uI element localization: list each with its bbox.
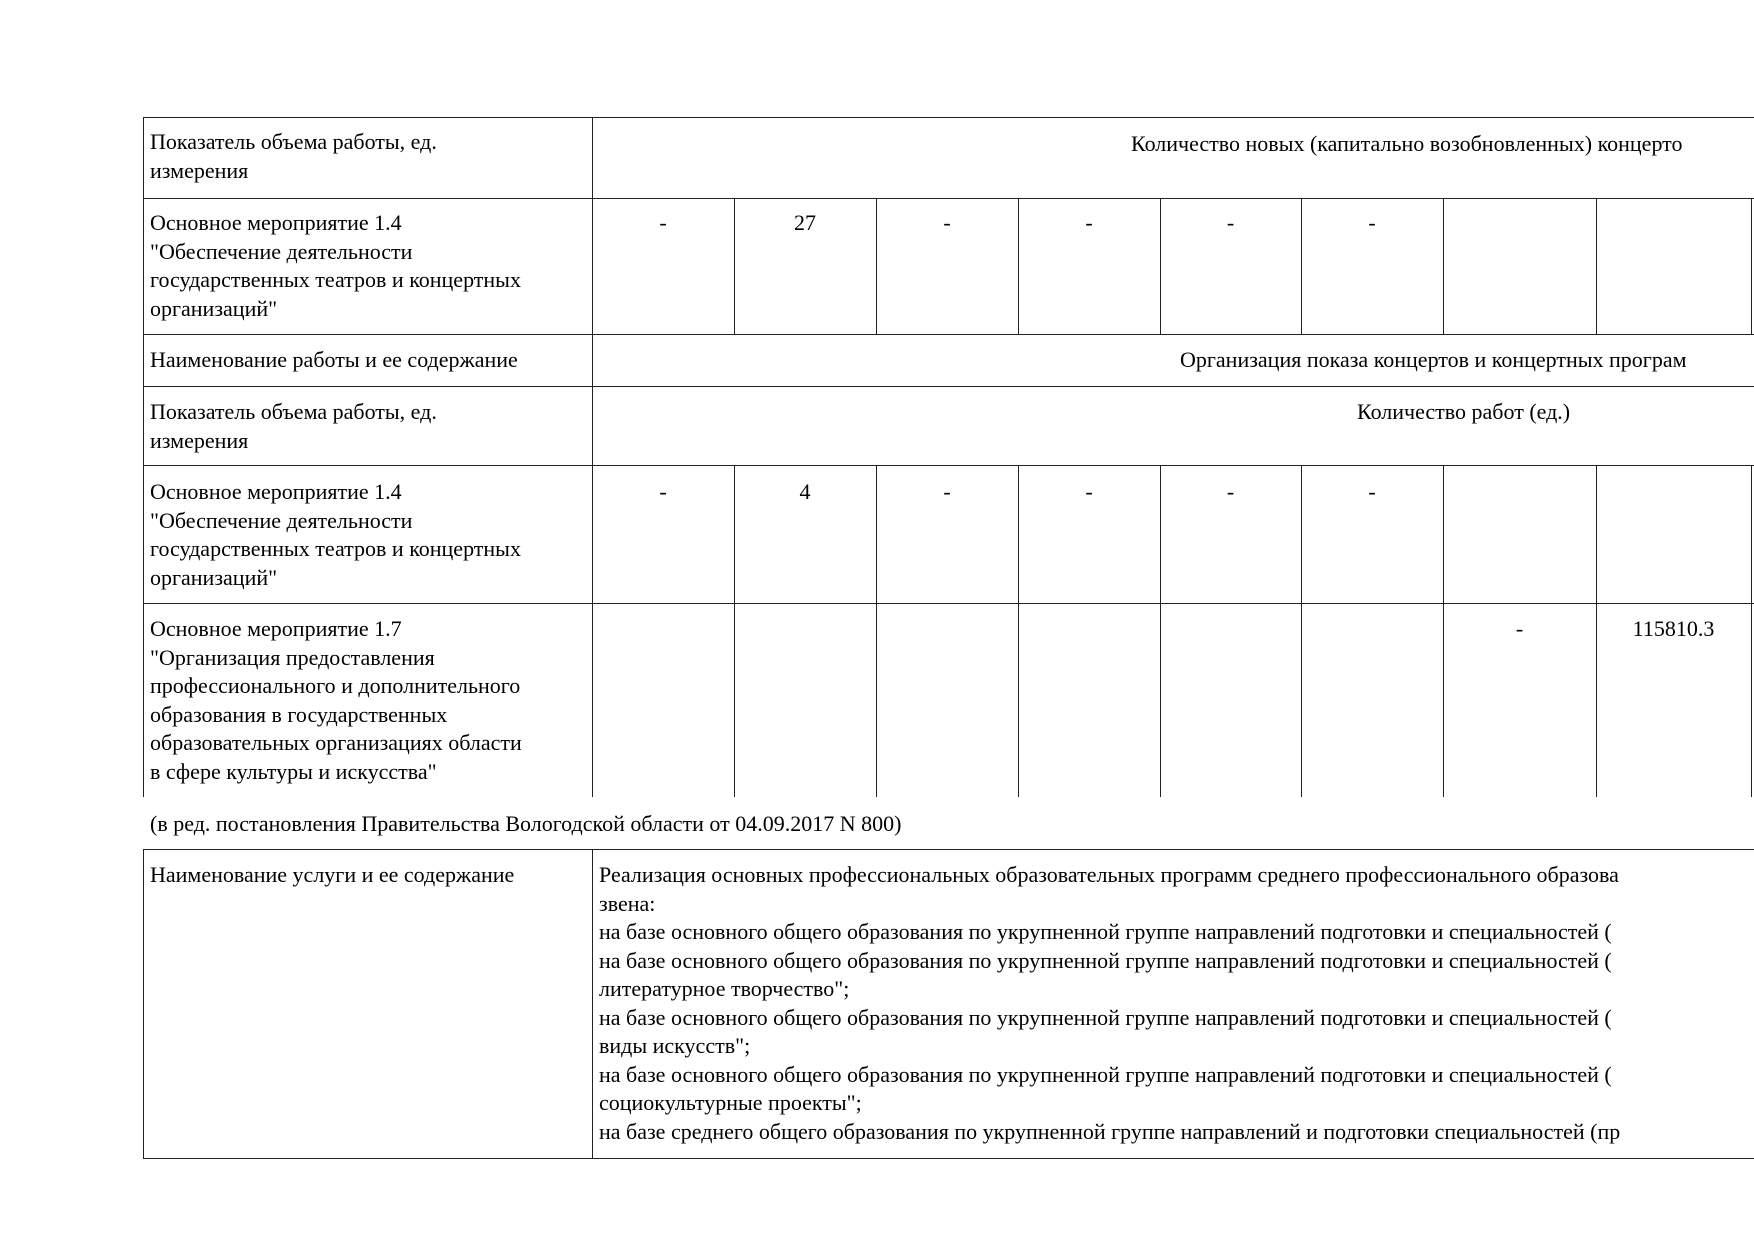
table-cell: 4	[799, 479, 811, 504]
activity-label: государственных театров и концертных	[150, 536, 521, 561]
work-name-value: Организация показа концертов и концертных програм	[1180, 347, 1687, 372]
activity-label: образовательных организациях области	[150, 730, 522, 755]
service-description-line: Реализация основных профессиональных образовательных программ среднего профессионального образова	[599, 862, 1619, 887]
indicator-label: измерения	[150, 157, 249, 183]
indicator-value: Количество новых (капитально возобновленных) концерто	[1131, 131, 1683, 156]
activity-label: образования в государственных	[150, 701, 448, 727]
table-cell: -	[659, 210, 667, 235]
activity-label: организаций"	[150, 295, 278, 321]
column-border	[143, 849, 144, 1158]
column-border	[1596, 198, 1597, 334]
service-description-line: звена:	[599, 890, 656, 916]
column-border	[1301, 465, 1302, 797]
activity-label: организаций"	[150, 564, 278, 590]
row-border	[143, 386, 1754, 387]
indicator-value: Количество работ (ед.)	[1357, 399, 1571, 424]
column-border	[1751, 465, 1752, 797]
service-description-line: литературное творчество";	[599, 976, 850, 1001]
table-cell: -	[1368, 210, 1376, 235]
column-border	[143, 117, 144, 797]
column-border	[876, 465, 877, 797]
table-cell: -	[1085, 479, 1093, 504]
service-description-line: виды искусств";	[599, 1033, 751, 1058]
column-border	[734, 465, 735, 797]
service-description-line: социокультурные проекты";	[599, 1090, 862, 1115]
service-description-line: на базе основного общего образования по укрупненной группе направлений подготовки и специальностей (	[599, 1004, 1612, 1030]
activity-label: профессионального и дополнительного	[150, 673, 521, 698]
column-border	[592, 849, 593, 1158]
activity-label: Основное мероприятие 1.4	[150, 210, 402, 235]
amendment-note: (в ред. постановления Правительства Вологодской области от 04.09.2017 N 800)	[150, 811, 902, 836]
table-cell: -	[1085, 210, 1093, 235]
activity-label: "Обеспечение деятельности	[150, 238, 413, 264]
activity-label: в сфере культуры и искусства"	[150, 758, 437, 784]
activity-label: государственных театров и концертных	[150, 267, 521, 292]
row-border	[143, 117, 1754, 118]
table-cell: 27	[794, 210, 816, 235]
work-name-label: Наименование работы и ее содержание	[150, 347, 518, 372]
activity-label: Основное мероприятие 1.7	[150, 616, 402, 641]
activity-label: "Организация предоставления	[150, 644, 435, 670]
column-border	[1160, 465, 1161, 797]
indicator-label: измерения	[150, 427, 249, 453]
row-border	[143, 603, 1754, 604]
table-cell: -	[659, 479, 667, 504]
indicator-label: Показатель объема работы, ед.	[150, 399, 437, 424]
table-cell: -	[1226, 210, 1235, 235]
service-name-label: Наименование услуги и ее содержание	[150, 862, 515, 887]
service-description-line: на базе основного общего образования по укрупненной группе направлений подготовки и специальностей (	[599, 1061, 1612, 1087]
service-description-line: на базе среднего общего образования по укрупненной группе направлений и подготовки специальностей (пр	[599, 1118, 1621, 1144]
indicator-label: Показатель объема работы, ед.	[150, 129, 437, 154]
table-cell: -	[943, 479, 951, 504]
table-cell: -	[943, 210, 951, 235]
column-border	[1018, 465, 1019, 797]
row-border	[143, 1158, 1754, 1159]
activity-label: Основное мероприятие 1.4	[150, 479, 402, 504]
row-border	[143, 465, 1754, 466]
row-border	[143, 849, 1754, 850]
table-cell: -	[1515, 616, 1524, 641]
table-cell: 115810.3	[1632, 616, 1715, 641]
activity-label: "Обеспечение деятельности	[150, 507, 413, 533]
table-cell: -	[1368, 479, 1376, 504]
column-border	[1751, 198, 1752, 334]
column-border	[1443, 198, 1444, 334]
table-cell: -	[1226, 479, 1235, 504]
service-description-line: на базе основного общего образования по укрупненной группе направлений подготовки и специальностей (	[599, 919, 1612, 944]
row-border	[143, 334, 1754, 335]
service-description-line: на базе основного общего образования по укрупненной группе направлений подготовки и специальностей (	[599, 947, 1612, 973]
row-border	[143, 198, 1754, 199]
